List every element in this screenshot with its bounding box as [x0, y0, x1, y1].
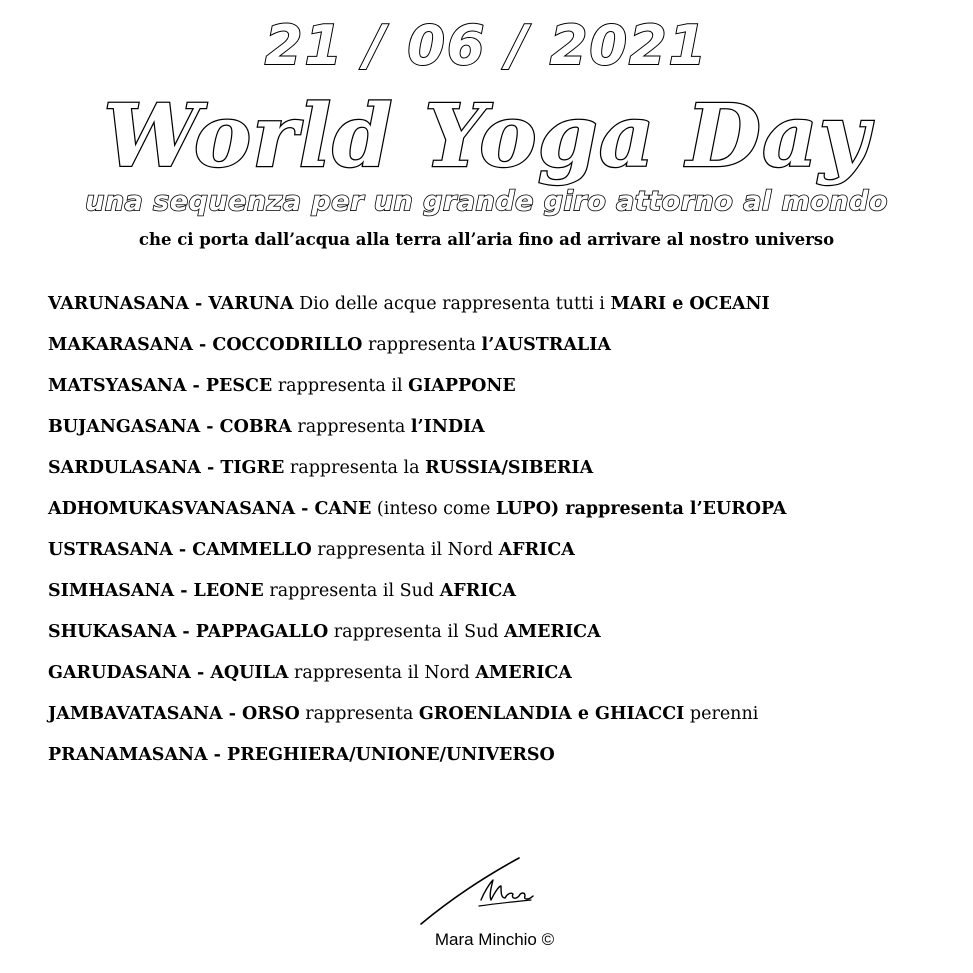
pose-region: l’AUSTRALIA [481, 335, 611, 355]
pose-region: GIAPPONE [408, 376, 516, 396]
pose-region: AFRICA [498, 540, 575, 560]
pose-name: JAMBAVATASANA - ORSO [48, 704, 300, 724]
pose-description: rappresenta il Nord [288, 663, 476, 683]
pose-name: GARUDASANA - AQUILA [48, 663, 289, 683]
pose-item [48, 659, 787, 700]
author-credit: Mara Minchio © [434, 930, 555, 949]
pose-item [48, 290, 787, 331]
pose-description: (inteso come [371, 499, 496, 519]
pose-item [48, 741, 787, 782]
pose-description: Dio delle acque rappresenta tutti i [293, 294, 611, 314]
pose-item [48, 454, 787, 495]
signature-icon [415, 852, 535, 932]
pose-region: MARI e OCEANI [610, 294, 770, 314]
pose-item [48, 413, 787, 454]
pose-region: l’INDIA [410, 417, 485, 437]
pose-item [48, 577, 787, 618]
pose-suffix: perenni [684, 704, 759, 724]
tagline: che ci porta dall’acqua alla terra all’aria fino ad arrivare al nostro universo [138, 230, 835, 249]
pose-name: BUJANGASANA - COBRA [48, 417, 292, 437]
pose-region: LUPO) rappresenta l’EUROPA [495, 499, 787, 519]
pose-item [48, 495, 787, 536]
pose-name: VARUNASANA - VARUNA [48, 294, 294, 314]
pose-region: AMERICA [475, 663, 572, 683]
pose-description: rappresenta [299, 704, 419, 724]
pose-description: rappresenta la [284, 458, 426, 478]
pose-name: PRANAMASANA - PREGHIERA/UNIONE/UNIVERSO [48, 745, 555, 765]
event-date: 21 / 06 / 2021 [264, 14, 709, 77]
pose-name: ADHOMUKASVANASANA - CANE [48, 499, 372, 519]
pose-region: AMERICA [504, 622, 601, 642]
pose-item [48, 700, 787, 741]
pose-name: MAKARASANA - COCCODRILLO [48, 335, 363, 355]
pose-name: SIMHASANA - LEONE [48, 581, 264, 601]
pose-region: RUSSIA/SIBERIA [425, 458, 594, 478]
pose-region: GROENLANDIA e GHIACCI [418, 704, 685, 724]
pose-name: SARDULASANA - TIGRE [48, 458, 285, 478]
pose-description: rappresenta il Sud [328, 622, 505, 642]
pose-region: AFRICA [439, 581, 516, 601]
pose-item [48, 372, 787, 413]
page-title: World Yoga Day [103, 86, 870, 187]
pose-name: MATSYASANA - PESCE [48, 376, 273, 396]
pose-name: USTRASANA - CAMMELLO [48, 540, 312, 560]
pose-item [48, 618, 787, 659]
pose-item [48, 536, 787, 577]
pose-description: rappresenta [362, 335, 482, 355]
pose-description: rappresenta il [272, 376, 409, 396]
pose-item [48, 331, 787, 372]
pose-description: rappresenta [291, 417, 411, 437]
pose-description: rappresenta il Sud [263, 581, 440, 601]
pose-list [48, 290, 787, 782]
pose-description: rappresenta il Nord [311, 540, 499, 560]
pose-name: SHUKASANA - PAPPAGALLO [48, 622, 329, 642]
page-subtitle: una sequenza per un grande giro attorno al mondo [85, 186, 888, 217]
